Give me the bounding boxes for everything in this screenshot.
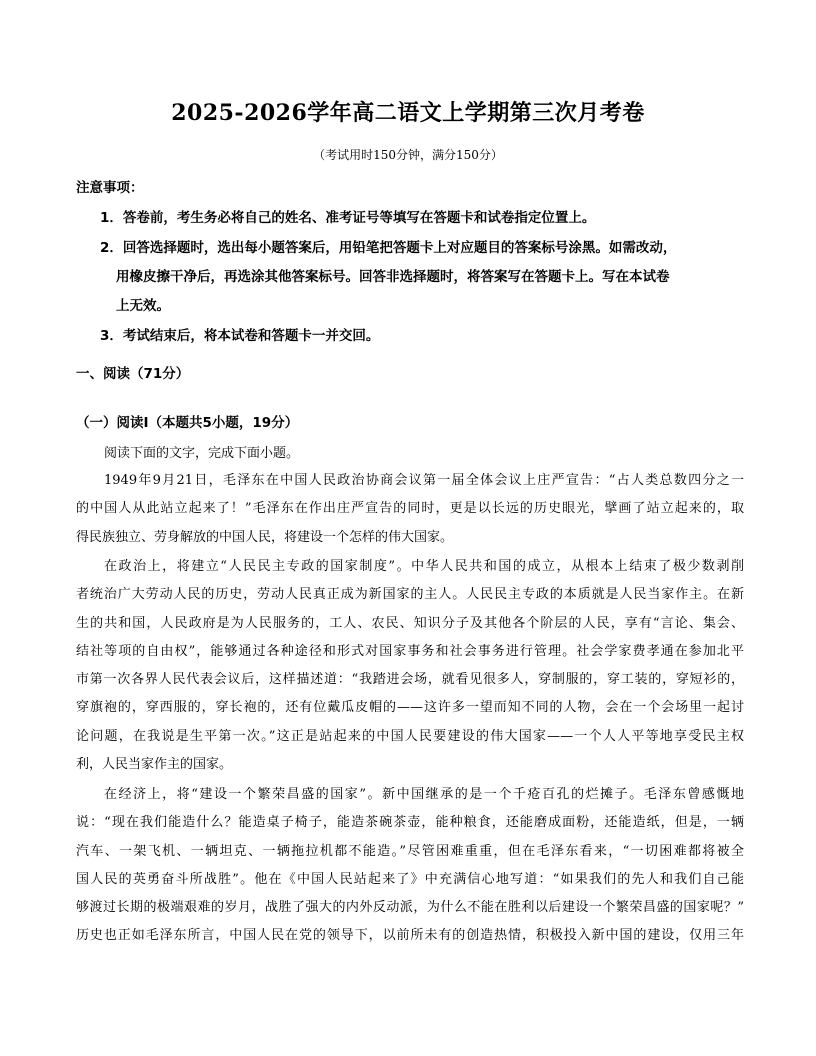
passage-line: 国人民的英勇奋斗所战胜”。他在《中国人民站起来了》中充满信心地写道：“如果我们的先人和我们自己能 (76, 871, 744, 887)
passage-line: 得民族独立、劳身解放的中国人民，将建设一个怎样的伟大国家。 (76, 529, 454, 545)
notice-heading: 注意事项： (76, 180, 144, 196)
passage-line: 论问题，在我说是生平第一次。”这正是站起来的中国人民要建设的伟大国家——一个人人平等地享受民主权 (76, 728, 744, 744)
passage-line: 生的共和国，人民政府是为人民服务的，工人、农民、知识分子及其他各个阶层的人民，享有“言论、集会、 (76, 615, 744, 631)
notice-item-2-end: 上无效。 (116, 298, 170, 314)
section-heading-reading: 一、阅读（71分） (76, 366, 190, 382)
passage-line: 的中国人从此站立起来了！”毛泽东在作出庄严宣告的同时，更是以长远的历史眼光，擘画了站立起来的，取 (76, 501, 744, 517)
passage-paragraph-1 (76, 467, 744, 552)
passage-line: 汽车、一架飞机、一辆坦克、一辆拖拉机都不能造。”尽管困难重重，但在毛泽东看来，“一切困难都将被全 (76, 843, 744, 859)
passage-line: 结社等项的自由权”，能够通过各种途径和形式对国家事务和社会事务进行管理。社会学家费孝通在参加北平 (76, 643, 744, 659)
passage-line: 利，人民当家作主的国家。 (76, 757, 233, 773)
passage-line: 市第一次各界人民代表会议后，这样描述道：“我踏进会场，就看见很多人，穿制服的，穿工装的，穿短衫的， (76, 672, 744, 688)
passage-line: 历史也正如毛泽东所言，中国人民在党的领导下，以前所未有的创造热情，积极投入新中国的建设，仅用三年 (76, 928, 744, 944)
subsection-heading-reading-1: （一）阅读Ⅰ（本题共5小题，19分） (76, 415, 299, 431)
passage-paragraph-3 (76, 781, 744, 951)
passage-line: 在政治上，将建立“人民民主专政的国家制度”。中华人民共和国的成立，从根本上结束了极少数剥削 (104, 559, 744, 574)
passage-line: 在经济上，将“建设一个繁荣昌盛的国家”。新中国继承的是一个千疮百孔的烂摊子。毛泽东曾感慨地 (104, 787, 744, 802)
notice-item-3: 3．考试结束后，将本试卷和答题卡一并交回。 (100, 328, 380, 344)
passage-line: 够渡过长期的极端艰难的岁月，战胜了强大的内外反动派，为什么不能在胜利以后建设一个繁荣昌盛的国家呢？” (76, 900, 744, 916)
notice-item-1: 1．答卷前，考生务必将自己的姓名、准考证号等填写在答题卡和试卷指定位置上。 (100, 210, 596, 226)
exam-subtitle: （考试用时150分钟，满分150分） (313, 148, 503, 162)
notice-item-2-cont: 用橡皮擦干净后，再选涂其他答案标号。回答非选择题时，将答案写在答题卡上。写在本试卷 (116, 269, 670, 285)
passage-line: 穿旗袍的，穿西服的，穿长袍的，还有位戴瓜皮帽的——这许多一望而知不同的人物，会在一个会场里一起讨 (76, 700, 744, 716)
notice-item-2: 2．回答选择题时，选出每小题答案后，用铅笔把答题卡上对应题目的答案标号涂黑。如需改动， (100, 240, 677, 256)
exam-title: 2025-2026学年高二语文上学期第三次月考卷 (171, 100, 645, 126)
reading-instruction: 阅读下面的文字，完成下面小题。 (104, 446, 300, 461)
passage-line: 1949年9月21日，毛泽东在中国人民政治协商会议第一届全体会议上庄严宣告：“占人类总数四分之一 (104, 473, 744, 488)
passage-paragraph-2 (76, 553, 744, 779)
passage-line: 者统治广大劳动人民的历史，劳动人民真正成为新国家的主人。人民民主专政的本质就是人民当家作主。在新 (76, 587, 744, 603)
passage-line: 说：“现在我们能造什么？能造桌子椅子，能造茶碗茶壶，能种粮食，还能磨成面粉，还能造纸，但是，一辆 (76, 815, 744, 831)
